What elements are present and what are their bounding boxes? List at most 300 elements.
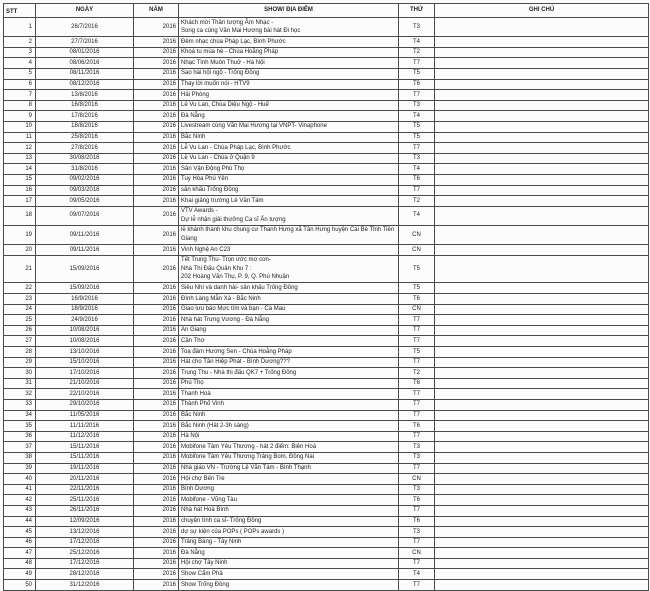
table-row <box>4 537 649 548</box>
cell-show: Sân Vận Động Phú Thọ <box>179 164 399 175</box>
cell-thu: T3 <box>399 153 435 164</box>
table-row <box>4 196 649 207</box>
cell-stt: 19 <box>4 225 36 244</box>
cell-nam: 2016 <box>134 421 179 432</box>
cell-thu: T7 <box>399 58 435 69</box>
cell-nam: 2016 <box>134 431 179 442</box>
cell-ngay: 29/10/2016 <box>36 399 134 410</box>
cell-show: Trảng Bàng - Tây Ninh <box>179 537 399 548</box>
cell-thu: T7 <box>399 315 435 326</box>
cell-ngay: 27/7/2016 <box>36 37 134 48</box>
table-row <box>4 206 649 225</box>
cell-ngay: 08/12/2016 <box>36 79 134 90</box>
cell-stt: 46 <box>4 537 36 548</box>
cell-thu: T6 <box>399 79 435 90</box>
cell-thu: T6 <box>399 174 435 185</box>
cell-show: Nhà hát Trưng Vương - Đà Nẵng <box>179 315 399 326</box>
cell-stt: 9 <box>4 111 36 122</box>
cell-ghi-chu <box>435 336 649 347</box>
cell-show: Khoá tu mùa hè - Chùa Hoằng Pháp <box>179 47 399 58</box>
cell-ngay: 18/8/2016 <box>36 121 134 132</box>
cell-thu: T7 <box>399 389 435 400</box>
cell-show: Siêu Nhí và danh hài- sân khấu Trống Đồng <box>179 283 399 294</box>
cell-stt: 16 <box>4 185 36 196</box>
table-row <box>4 484 649 495</box>
cell-ghi-chu <box>435 474 649 485</box>
cell-nam: 2016 <box>134 368 179 379</box>
header-row <box>4 4 649 18</box>
cell-ngay: 09/02/2016 <box>36 174 134 185</box>
cell-thu: T7 <box>399 505 435 516</box>
table-row <box>4 463 649 474</box>
cell-ghi-chu <box>435 143 649 154</box>
table-row <box>4 100 649 111</box>
cell-nam: 2016 <box>134 537 179 548</box>
cell-ghi-chu <box>435 580 649 591</box>
cell-ghi-chu <box>435 442 649 453</box>
cell-ghi-chu <box>435 315 649 326</box>
cell-nam: 2016 <box>134 463 179 474</box>
cell-ngay: 08/11/2016 <box>36 68 134 79</box>
cell-show: dự sự kiện của POPs ( POPs awards ) <box>179 527 399 538</box>
cell-thu: T5 <box>399 121 435 132</box>
cell-show: lễ khánh thành khu chung cư Thanh Hưng xã Tân Hưng huyện Cái Bè Tỉnh Tiền Giang <box>179 225 399 244</box>
cell-thu: T6 <box>399 495 435 506</box>
table-row <box>4 121 649 132</box>
cell-stt: 27 <box>4 336 36 347</box>
cell-ghi-chu <box>435 527 649 538</box>
cell-thu: CN <box>399 548 435 559</box>
cell-ngay: 09/03/2016 <box>36 185 134 196</box>
column-header-ngay: NGÀY <box>36 4 134 18</box>
cell-thu: T6 <box>399 516 435 527</box>
cell-thu: T5 <box>399 132 435 143</box>
table-row <box>4 255 649 283</box>
cell-thu: T6 <box>399 378 435 389</box>
cell-show: Hát cho Tân Hiệp Phát - Bình Dương??? <box>179 357 399 368</box>
cell-nam: 2016 <box>134 143 179 154</box>
cell-show: sân khấu Trống Đồng <box>179 185 399 196</box>
cell-show: Show Trống Đồng <box>179 580 399 591</box>
cell-ghi-chu <box>435 431 649 442</box>
table-row <box>4 431 649 442</box>
cell-stt: 34 <box>4 410 36 421</box>
cell-stt: 10 <box>4 121 36 132</box>
cell-ghi-chu <box>435 347 649 358</box>
cell-ngay: 16/8/2016 <box>36 100 134 111</box>
cell-show: Hội chợ Bến Tre <box>179 474 399 485</box>
cell-nam: 2016 <box>134 196 179 207</box>
table-row <box>4 304 649 315</box>
cell-nam: 2016 <box>134 325 179 336</box>
cell-nam: 2016 <box>134 294 179 305</box>
cell-ghi-chu <box>435 245 649 256</box>
cell-ngay: 15/11/2016 <box>36 442 134 453</box>
cell-thu: T3 <box>399 527 435 538</box>
cell-ghi-chu <box>435 164 649 175</box>
cell-thu: T7 <box>399 336 435 347</box>
cell-ngay: 15/09/2016 <box>36 255 134 283</box>
table-row <box>4 90 649 101</box>
table-row <box>4 294 649 305</box>
cell-show: Toạ đàm Hương Sen - Chùa Hoằng Pháp <box>179 347 399 358</box>
table-row <box>4 558 649 569</box>
cell-nam: 2016 <box>134 378 179 389</box>
cell-nam: 2016 <box>134 347 179 358</box>
cell-show: VTV Awards - Dự lễ nhận giải thưởng Ca sĩ Ấn tượng <box>179 206 399 225</box>
cell-nam: 2016 <box>134 527 179 538</box>
cell-stt: 7 <box>4 90 36 101</box>
cell-show: Show Cẩm Phả <box>179 569 399 580</box>
cell-thu: T7 <box>399 431 435 442</box>
cell-thu: CN <box>399 225 435 244</box>
cell-show: Mobifone Tâm Yêu Thương Trảng Bom, Đồng Nai <box>179 452 399 463</box>
table-row <box>4 283 649 294</box>
cell-show: Lễ Vu Lan - Chùa ở Quận 9 <box>179 153 399 164</box>
cell-stt: 47 <box>4 548 36 559</box>
cell-thu: T4 <box>399 111 435 122</box>
cell-stt: 41 <box>4 484 36 495</box>
cell-show: Hà Nội <box>179 431 399 442</box>
cell-show: chuyện tình ca sĩ- Trống Đồng <box>179 516 399 527</box>
cell-ngay: 18/9/2016 <box>36 304 134 315</box>
cell-nam: 2016 <box>134 548 179 559</box>
cell-stt: 43 <box>4 505 36 516</box>
cell-ghi-chu <box>435 558 649 569</box>
cell-thu: T7 <box>399 463 435 474</box>
cell-ghi-chu <box>435 132 649 143</box>
cell-show: Đà Nẵng <box>179 111 399 122</box>
cell-stt: 25 <box>4 315 36 326</box>
cell-show: Bình Dương <box>179 484 399 495</box>
cell-ghi-chu <box>435 325 649 336</box>
cell-nam: 2016 <box>134 505 179 516</box>
cell-stt: 1 <box>4 18 36 37</box>
cell-show: Livestream cùng Văn Mai Hương tại VNPT- Vinaphone <box>179 121 399 132</box>
cell-stt: 35 <box>4 421 36 432</box>
cell-show: Khai giảng trường Lê Văn Tám <box>179 196 399 207</box>
cell-ghi-chu <box>435 18 649 37</box>
cell-ghi-chu <box>435 548 649 559</box>
cell-thu: T3 <box>399 452 435 463</box>
table-row <box>4 495 649 506</box>
table-row <box>4 79 649 90</box>
cell-ngay: 08/01/2016 <box>36 47 134 58</box>
cell-nam: 2016 <box>134 79 179 90</box>
cell-ghi-chu <box>435 516 649 527</box>
table-row <box>4 527 649 538</box>
cell-thu: T2 <box>399 47 435 58</box>
table-row <box>4 548 649 559</box>
table-row <box>4 389 649 400</box>
cell-ghi-chu <box>435 421 649 432</box>
cell-thu: T4 <box>399 164 435 175</box>
cell-stt: 4 <box>4 58 36 69</box>
table-row <box>4 185 649 196</box>
cell-ngay: 09/11/2016 <box>36 225 134 244</box>
cell-thu: T3 <box>399 18 435 37</box>
cell-stt: 31 <box>4 378 36 389</box>
cell-ghi-chu <box>435 505 649 516</box>
cell-ghi-chu <box>435 495 649 506</box>
cell-ghi-chu <box>435 410 649 421</box>
cell-stt: 3 <box>4 47 36 58</box>
cell-show: Giao lưu báo Mực tím và bạn - Cà Mau <box>179 304 399 315</box>
cell-show: Mobifone - Vũng Tàu <box>179 495 399 506</box>
cell-stt: 49 <box>4 569 36 580</box>
cell-nam: 2016 <box>134 452 179 463</box>
cell-thu: T4 <box>399 569 435 580</box>
cell-thu: T7 <box>399 143 435 154</box>
cell-thu: T2 <box>399 196 435 207</box>
cell-stt: 20 <box>4 245 36 256</box>
cell-nam: 2016 <box>134 18 179 37</box>
table-row <box>4 569 649 580</box>
cell-ngay: 17/12/2016 <box>36 537 134 548</box>
cell-stt: 42 <box>4 495 36 506</box>
column-header-thu: THỨ <box>399 4 435 18</box>
cell-thu: T2 <box>399 368 435 379</box>
cell-ngay: 17/8/2016 <box>36 111 134 122</box>
cell-thu: T3 <box>399 100 435 111</box>
column-header-ghi-chu: GHI CHÚ <box>435 4 649 18</box>
cell-stt: 45 <box>4 527 36 538</box>
cell-stt: 6 <box>4 79 36 90</box>
cell-nam: 2016 <box>134 304 179 315</box>
table-row <box>4 174 649 185</box>
cell-ghi-chu <box>435 389 649 400</box>
cell-nam: 2016 <box>134 336 179 347</box>
cell-ngay: 17/12/2016 <box>36 558 134 569</box>
cell-stt: 21 <box>4 255 36 283</box>
cell-ghi-chu <box>435 452 649 463</box>
cell-show: An Giang <box>179 325 399 336</box>
table-row <box>4 580 649 591</box>
cell-show: Hội chợ Tây Ninh <box>179 558 399 569</box>
cell-nam: 2016 <box>134 225 179 244</box>
cell-ghi-chu <box>435 304 649 315</box>
cell-show: Thành Phố Vinh <box>179 399 399 410</box>
cell-show: Bắc Ninh (Hát 2-3h sáng) <box>179 421 399 432</box>
cell-stt: 18 <box>4 206 36 225</box>
cell-nam: 2016 <box>134 558 179 569</box>
cell-stt: 14 <box>4 164 36 175</box>
cell-thu: T7 <box>399 537 435 548</box>
cell-thu: T3 <box>399 484 435 495</box>
cell-ghi-chu <box>435 58 649 69</box>
cell-stt: 39 <box>4 463 36 474</box>
cell-stt: 36 <box>4 431 36 442</box>
cell-ngay: 08/06/2016 <box>36 58 134 69</box>
cell-thu: T7 <box>399 410 435 421</box>
cell-stt: 30 <box>4 368 36 379</box>
cell-thu: CN <box>399 304 435 315</box>
cell-show: Lễ Vu Lan - Chùa Pháp Lạc, Bình Phước <box>179 143 399 154</box>
cell-ngay: 11/12/2016 <box>36 431 134 442</box>
cell-ghi-chu <box>435 484 649 495</box>
cell-thu: T5 <box>399 283 435 294</box>
cell-show: Lễ Vu Lan, Chùa Diệu Ngộ - Huế <box>179 100 399 111</box>
table-row <box>4 245 649 256</box>
cell-show: Mobifone Tâm Yêu Thương - hát 2 điểm: Biên Hoà <box>179 442 399 453</box>
cell-ghi-chu <box>435 111 649 122</box>
cell-ghi-chu <box>435 537 649 548</box>
cell-thu: T5 <box>399 255 435 283</box>
table-row <box>4 452 649 463</box>
cell-nam: 2016 <box>134 410 179 421</box>
cell-ngay: 13/10/2016 <box>36 347 134 358</box>
cell-show: Nhạc Tình Muôn Thuở - Hà Nội <box>179 58 399 69</box>
cell-ghi-chu <box>435 121 649 132</box>
table-row <box>4 516 649 527</box>
cell-thu: T5 <box>399 68 435 79</box>
cell-show: Bắc Ninh <box>179 132 399 143</box>
table-row <box>4 18 649 37</box>
cell-stt: 24 <box>4 304 36 315</box>
cell-stt: 50 <box>4 580 36 591</box>
schedule-table <box>3 3 649 591</box>
table-row <box>4 505 649 516</box>
cell-stt: 37 <box>4 442 36 453</box>
cell-stt: 29 <box>4 357 36 368</box>
cell-ghi-chu <box>435 255 649 283</box>
cell-ghi-chu <box>435 90 649 101</box>
cell-nam: 2016 <box>134 164 179 175</box>
cell-nam: 2016 <box>134 283 179 294</box>
cell-show: Nhà giáo VN - Trường Lê Văn Tám - Bình Thạnh <box>179 463 399 474</box>
cell-ngay: 25/12/2016 <box>36 548 134 559</box>
cell-thu: CN <box>399 245 435 256</box>
cell-ngay: 15/11/2016 <box>36 452 134 463</box>
cell-nam: 2016 <box>134 111 179 122</box>
table-row <box>4 399 649 410</box>
cell-ngay: 17/10/2016 <box>36 368 134 379</box>
cell-nam: 2016 <box>134 37 179 48</box>
table-row <box>4 68 649 79</box>
cell-nam: 2016 <box>134 569 179 580</box>
cell-nam: 2016 <box>134 580 179 591</box>
cell-nam: 2016 <box>134 357 179 368</box>
cell-ngay: 25/8/2016 <box>36 132 134 143</box>
cell-thu: T7 <box>399 357 435 368</box>
cell-thu: T7 <box>399 325 435 336</box>
cell-nam: 2016 <box>134 100 179 111</box>
cell-ngay: 15/10/2016 <box>36 357 134 368</box>
cell-show: Sao hài hội ngộ - Trống Đồng <box>179 68 399 79</box>
cell-thu: T6 <box>399 421 435 432</box>
cell-ngay: 26/11/2016 <box>36 505 134 516</box>
cell-show: Nhà hát Hoà Bình <box>179 505 399 516</box>
cell-thu: T7 <box>399 185 435 196</box>
cell-show: Thay lời muốn nói - HTV9 <box>179 79 399 90</box>
cell-thu: T4 <box>399 206 435 225</box>
cell-show: Bắc Ninh <box>179 410 399 421</box>
cell-nam: 2016 <box>134 185 179 196</box>
table-row <box>4 357 649 368</box>
cell-nam: 2016 <box>134 121 179 132</box>
cell-ngay: 22/11/2016 <box>36 484 134 495</box>
cell-show: Tuy Hòa Phú Yên <box>179 174 399 185</box>
table-row <box>4 111 649 122</box>
cell-ghi-chu <box>435 399 649 410</box>
cell-ghi-chu <box>435 68 649 79</box>
table-row <box>4 336 649 347</box>
cell-stt: 17 <box>4 196 36 207</box>
cell-ngay: 30/08/2016 <box>36 153 134 164</box>
column-header-nam: NĂM <box>134 4 179 18</box>
cell-ghi-chu <box>435 569 649 580</box>
cell-show: Phú Thọ <box>179 378 399 389</box>
cell-nam: 2016 <box>134 245 179 256</box>
cell-ngay: 28/12/2016 <box>36 569 134 580</box>
cell-show: Vinh Nghệ An C23 <box>179 245 399 256</box>
cell-nam: 2016 <box>134 474 179 485</box>
cell-ghi-chu <box>435 357 649 368</box>
table-row <box>4 47 649 58</box>
cell-ghi-chu <box>435 174 649 185</box>
cell-nam: 2016 <box>134 399 179 410</box>
cell-thu: T7 <box>399 399 435 410</box>
cell-ngay: 24/9/2016 <box>36 315 134 326</box>
cell-ngay: 31/12/2016 <box>36 580 134 591</box>
cell-nam: 2016 <box>134 68 179 79</box>
cell-ngay: 10/08/2016 <box>36 325 134 336</box>
cell-stt: 44 <box>4 516 36 527</box>
cell-nam: 2016 <box>134 389 179 400</box>
cell-nam: 2016 <box>134 90 179 101</box>
cell-ghi-chu <box>435 368 649 379</box>
cell-ghi-chu <box>435 463 649 474</box>
cell-show: Đà Nẵng <box>179 548 399 559</box>
cell-ghi-chu <box>435 185 649 196</box>
table-row <box>4 132 649 143</box>
cell-ngay: 21/10/2016 <box>36 378 134 389</box>
cell-ghi-chu <box>435 283 649 294</box>
cell-stt: 38 <box>4 452 36 463</box>
cell-nam: 2016 <box>134 174 179 185</box>
table-row <box>4 37 649 48</box>
cell-ngay: 09/05/2016 <box>36 196 134 207</box>
cell-stt: 32 <box>4 389 36 400</box>
cell-ngay: 11/05/2016 <box>36 410 134 421</box>
table-row <box>4 347 649 358</box>
cell-ngay: 16/9/2016 <box>36 294 134 305</box>
cell-show: Tết Trung Thu- Trọn ước mơ con- Nhà Thi Đấu Quân Khu 7 : 202 Hoàng Văn Thụ, P. 9, Q. Phú Nhuận <box>179 255 399 283</box>
cell-nam: 2016 <box>134 442 179 453</box>
cell-ngay: 13/12/2016 <box>36 527 134 538</box>
cell-ngay: 22/10/2016 <box>36 389 134 400</box>
cell-stt: 12 <box>4 143 36 154</box>
cell-show: Khách mời Thần tượng Âm Nhạc - Song ca cùng Văn Mai Hương bài hát Đi học <box>179 18 399 37</box>
cell-stt: 23 <box>4 294 36 305</box>
cell-stt: 5 <box>4 68 36 79</box>
cell-stt: 8 <box>4 100 36 111</box>
cell-ghi-chu <box>435 378 649 389</box>
table-row <box>4 153 649 164</box>
cell-ngay: 11/11/2016 <box>36 421 134 432</box>
table-row <box>4 225 649 244</box>
cell-nam: 2016 <box>134 484 179 495</box>
cell-ngay: 15/09/2016 <box>36 283 134 294</box>
cell-ngay: 27/8/2016 <box>36 143 134 154</box>
cell-nam: 2016 <box>134 495 179 506</box>
cell-ngay: 25/11/2016 <box>36 495 134 506</box>
cell-ghi-chu <box>435 196 649 207</box>
cell-ngay: 13/8/2016 <box>36 90 134 101</box>
cell-nam: 2016 <box>134 58 179 69</box>
cell-ghi-chu <box>435 47 649 58</box>
cell-thu: T4 <box>399 37 435 48</box>
